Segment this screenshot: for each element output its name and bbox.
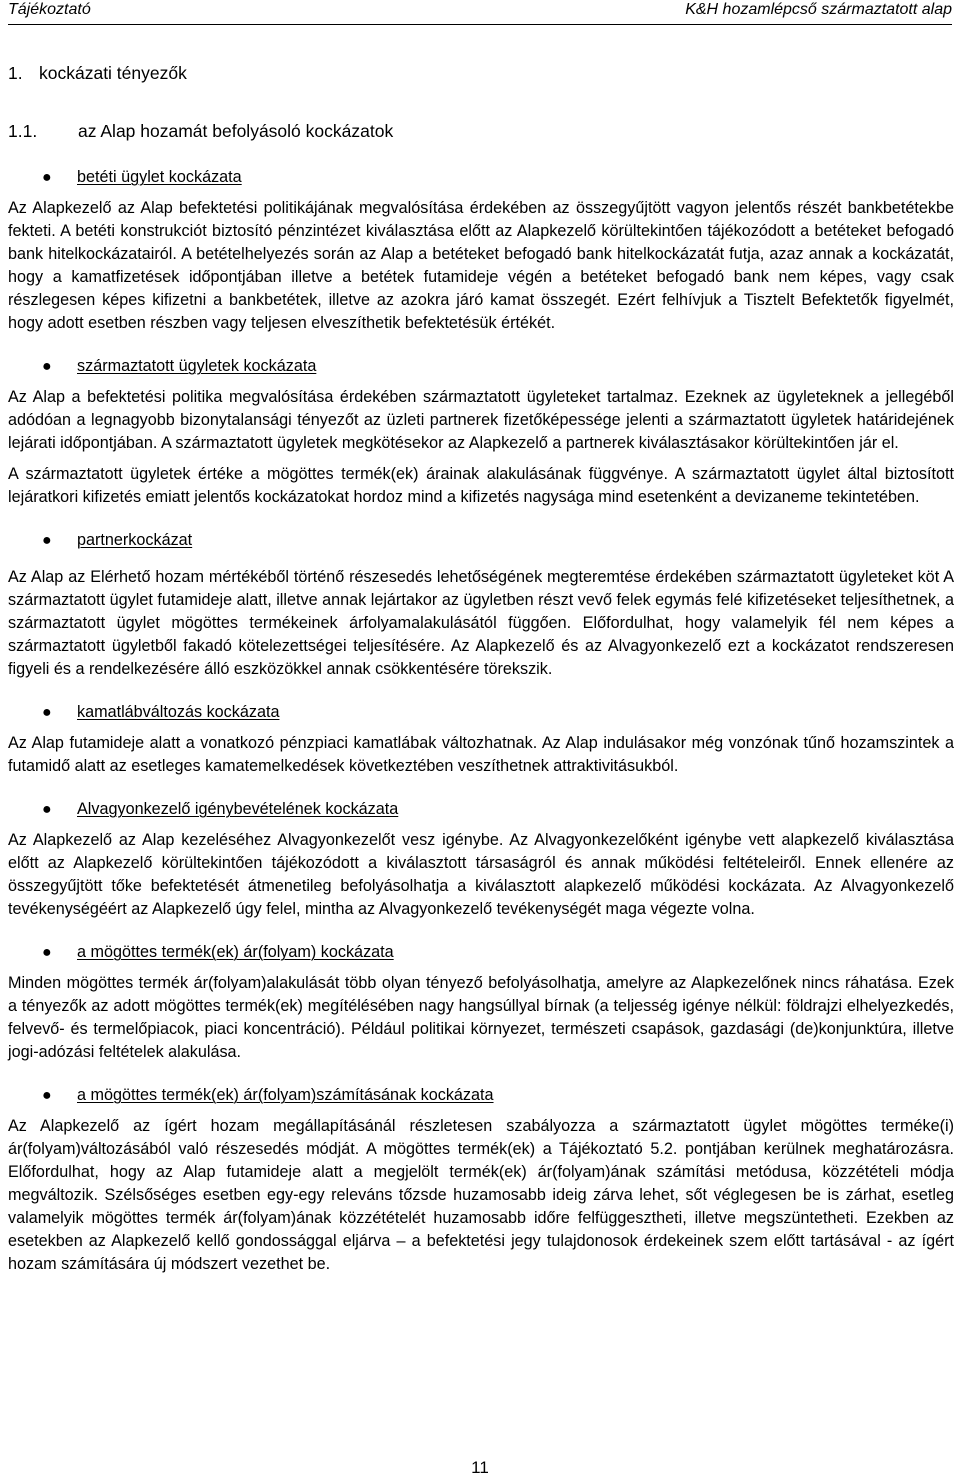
paragraph: Az Alapkezelő az ígért hozam megállapításánál részletesen szabályozza a származtatott ügylet mögöttes terméke(i) ár(folyam)változásából való részesedés módját. A mögöttes termék(ek) a Tájékoztató 5.2. pontjában kerülnek meghatározásra. Előfordulhat, hogy az Alap futamideje alatt a megjelölt termék(ek) ár(folyam)ának számítási metódusa, közzétételi módja megváltozik. Szélsőséges esetben egy-egy releváns tőzsde huzamosabb ideig zárva lehet, sőt véglegesen be is zárhat, esetleg valamelyik mögöttes termék ár(folyam)ának közzétételét huzamosabb időre felfüggesztheti, illetve megszüntetheti. Ezekben az esetekben az Alapkezelő kellő gondossággal eljárva – a befektetési jegy tulajdonosok érdekeinek szem előtt tartásával - az ígért hozam számítására új módszert vezethet be. [8,1117,954,1273]
bullet-icon: ● [42,1087,52,1104]
bullet-icon: ● [42,801,52,818]
section-title-szarmaztatott-ugyletek [8,355,954,378]
bullet-icon: ● [42,169,52,186]
paragraph: Az Alap a befektetési politika megvalósítása érdekében származtatott ügyleteket tartalmaz. Ezeknek az ügyleteknek a jellegéből adódóan a legnagyobb bizonytalansági tényezőt az üzleti partnerek fizetőképessége jelenti a származtatott ügyletek határidejének lejárati időpontjában. A származtatott ügyletek megkötésekor az Alapkezelő a partnerek kiválasztásakor körültekintően jár el. [8,388,954,452]
section-title-mogottes-termek-arfolyam [8,941,954,964]
section-title-label: a mögöttes termék(ek) ár(folyam)számításának kockázata [77,1086,494,1104]
paragraph: Az Alapkezelő az Alap befektetési politikájának megvalósítása érdekében az összegyűjtött vagyon jelentős részét bankbetétekbe fekteti. A betéti konstrukciót biztosító pénzintézet kiválasztása előtt az Alapkezelő körültekintően tájékozódott a betéteket befogadó bank hitelkockázatairól. A betételhelyezés során az Alap a betéteket befogadó bank hitelkockázatát futja, azaz annak a kockázatát, hogy a kamatfizetések időpontjában illetve a betétek futamideje végén a betéteket befogadó bank nem képes, vagy csak részlegesen képes kifizetni a bankbetétek, illetve az azokra járó kamat összegét. Ezért felhívjuk a Tisztelt Befektetők figyelmét, hogy adott esetben részben vagy teljesen elveszíthetik befektetésük értékét. [8,199,954,332]
header-right-title: K&H hozamlépcső származtatott alap [685,1,952,18]
section-title-alvagyonkezelo [8,798,954,821]
page-header [8,0,952,25]
bullet-icon: ● [42,704,52,721]
bullet-icon: ● [42,532,52,549]
section-title-label: a mögöttes termék(ek) ár(folyam) kockázata [77,943,394,961]
paragraph: Az Alap az Elérhető hozam mértékéből történő részesedés lehetőségének megteremtése érdekében származtatott ügyleteket köt A származtatott ügylet futamideje alatt, illetve annak lejártakor az ügyletben részt vevő felek egymás felé kifizetéseket teljesíthetnek, a származtatott ügylet mögöttes termékeinek árfolyamalakulásától függően. Előfordulhat, hogy valamelyik fél nem képes a származtatott ügyletből fakadó kötelezettségei teljesítésére. Az Alapkezelő és az Alvagyonkezelő ezt a kockázatot rendszeresen figyeli és a rendelkezésére álló eszközökkel annak csökkentésére törekszik. [8,568,954,678]
paragraph: Az Alapkezelő az Alap kezeléséhez Alvagyonkezelőt vesz igénybe. Az Alvagyonkezelőként igénybe vett alapkezelő kiválasztása előtt az Alapkezelő körültekintően tájékozódott a kiválasztott társaságról és annak működési feltételeiről. Ennek ellenére az összegyűjtött tőke befektetését átmenetileg befolyásolhatja a kiválasztott alapkezelő működési kockázata. Az Alvagyonkezelő tevékenységéért az Alapkezelő úgy felel, mintha az Alvagyonkezelő tevékenységét maga végezte volna. [8,831,954,918]
page-number: 11 [471,1458,489,1477]
document-body [8,166,954,1276]
paragraph: A származtatott ügyletek értéke a mögöttes termék(ek) árainak alakulásának függvénye. A származtatott ügylet által biztosított lejáratkori kifizetés emiatt jelentős kockázatokat hordoz mind a kifizetés nagysága mind esetenként a devizaneme tekintetében. [8,465,954,506]
paragraph: Minden mögöttes termék ár(folyam)alakulását több olyan tényező befolyásolhatja, amelyre az Alapkezelőnek nincs ráhatása. Ezek a tényezők az adott mögöttes termék(ek) megítélésében nagy hangsúllyal bírnak (a teljesség igénye nélkül: földrajzi elhelyezkedés, felvevő- és termelőpiacok, piaci koncentráció). Például politikai környezet, természeti csapások, gazdasági (de)konjunktúra, illetve jogi-adózási feltételek alakulása. [8,974,954,1061]
paragraph: Az Alap futamideje alatt a vonatkozó pénzpiaci kamatlábak változhatnak. Az Alap indulásakor még vonzónak tűnő hozamszintek a futamidő alatt az esetleges kamatemelkedések következtében veszíthetnek attraktivitásukból. [8,734,954,775]
header-left-title: Tájékoztató [8,1,91,18]
heading-1-title: kockázati tényezők [39,63,187,83]
bullet-icon: ● [42,944,52,961]
heading-1-number: 1. [8,63,23,83]
section-title-label: Alvagyonkezelő igénybevételének kockázata [77,800,399,818]
heading-2-number: 1.1. [8,121,38,141]
section-title-label: betéti ügylet kockázata [77,168,242,186]
heading-level-1 [8,62,187,84]
section-title-beteti-ugylet [8,166,954,189]
section-title-label: származtatott ügyletek kockázata [77,357,317,375]
section-title-kamatlabvaltozas [8,701,954,724]
section-title-label: kamatlábváltozás kockázata [77,703,280,721]
heading-2-title: az Alap hozamát befolyásoló kockázatok [78,121,394,141]
section-title-label: partnerkockázat [77,531,193,549]
section-title-partnerkockazat [8,529,954,552]
bullet-icon: ● [42,358,52,375]
section-title-mogottes-termek-szamitas [8,1084,954,1107]
heading-level-2 [8,120,393,142]
